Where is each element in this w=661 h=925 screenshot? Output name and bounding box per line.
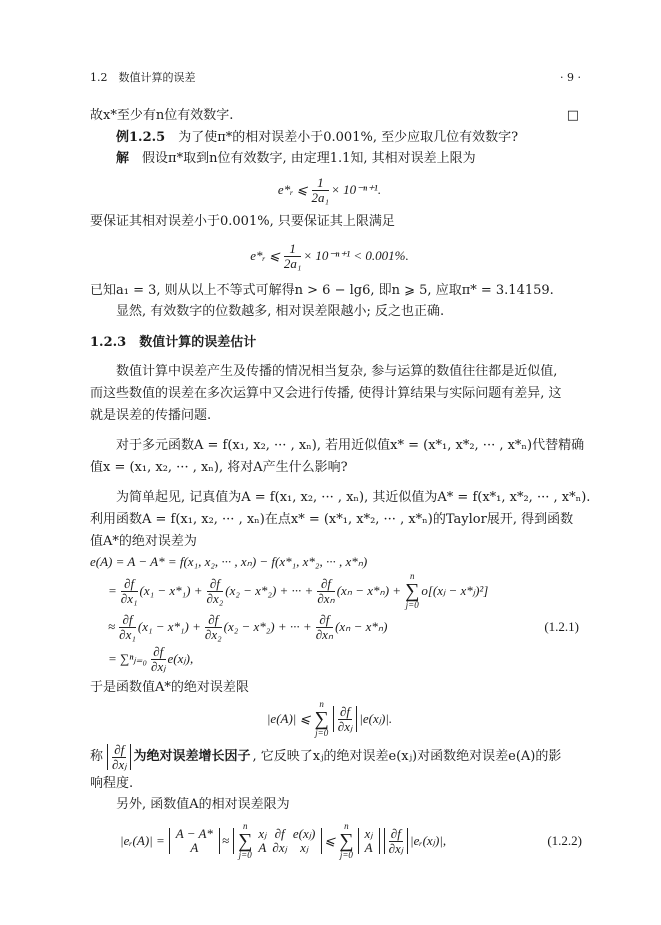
eq-row-1: e(A) = A − A* = f(x₁, x₂, ··· , xₙ) − f(x*₁, x*₂, ··· , x*ₙ) bbox=[90, 554, 368, 569]
para-line: 利用函数A = f(x₁, x₂, ··· , xₙ)在点x* = (x*₁, x*₂, ··· , x*ₙ)的Taylor展开, 得到函数 bbox=[90, 512, 574, 527]
summation bbox=[405, 572, 419, 610]
qed-symbol: □ bbox=[566, 108, 579, 123]
fraction bbox=[121, 577, 138, 606]
fraction bbox=[151, 645, 165, 674]
eq-row-4 bbox=[108, 644, 195, 674]
example-text: 为了使π*的相对误差小于0.001%, 至少应取几位有效数字? bbox=[178, 130, 519, 145]
denominator: 2a₁ bbox=[311, 189, 330, 205]
solution-text: 假设π*取到n位有效数字, 由定理1.1知, 其相对误差上限为 bbox=[142, 151, 476, 166]
denominator: ∂x₁ bbox=[120, 590, 138, 606]
text-line: 故x*至少有n位有效数字. bbox=[90, 108, 234, 123]
le-sign: ⩽ bbox=[324, 833, 336, 848]
fraction bbox=[312, 176, 330, 205]
numerator: 1 bbox=[312, 176, 330, 191]
numerator: A − A* bbox=[175, 826, 213, 841]
numerator: ∂f bbox=[338, 705, 352, 720]
equation-bound bbox=[0, 174, 661, 206]
equation-number: (1.2.2) bbox=[547, 833, 582, 848]
eq-lhs: |e(A)| ⩽ bbox=[266, 711, 311, 726]
summation bbox=[315, 700, 329, 738]
para-line: 值x = (x₁, x₂, ··· , xₙ), 将对A产生什么影响? bbox=[90, 460, 348, 475]
solution-line bbox=[116, 151, 476, 167]
fraction bbox=[207, 577, 224, 606]
sum-upper: n bbox=[319, 699, 324, 709]
sum-inline: = ∑ⁿⱼ₌₀ bbox=[108, 651, 148, 666]
numerator: ∂f bbox=[316, 613, 333, 628]
fraction bbox=[363, 827, 375, 855]
approx-sign: ≈ bbox=[221, 833, 230, 848]
example-label: 例1.2.5 bbox=[116, 130, 166, 145]
numerator: ∂f bbox=[274, 826, 285, 841]
fraction bbox=[338, 705, 352, 734]
numerator: ∂f bbox=[389, 827, 403, 842]
term: (x₂ − x*₂) + ··· + bbox=[223, 619, 312, 634]
solution-label: 解 bbox=[116, 151, 130, 166]
denominator: ∂xⱼ bbox=[337, 718, 353, 734]
summation bbox=[339, 822, 353, 860]
term: o[(xⱼ − x*ⱼ)²] bbox=[421, 583, 489, 598]
term: (x₁ − x*₁) + bbox=[139, 583, 203, 598]
numerator: ∂f bbox=[207, 577, 224, 592]
section-title: 数值计算的误差估计 bbox=[139, 335, 257, 350]
section-number: 1.2.3 bbox=[90, 335, 127, 350]
denominator: ∂xₙ bbox=[317, 590, 335, 606]
eq-rhs: × 10⁻ⁿ⁺¹ < 0.001%. bbox=[303, 248, 409, 263]
equation-bound-2 bbox=[0, 240, 661, 272]
numerator: ∂f bbox=[121, 577, 138, 592]
fraction bbox=[119, 613, 136, 642]
example-line bbox=[116, 130, 518, 146]
para-line: 就是误差的传播问题. bbox=[90, 408, 212, 423]
page-number: · 9 · bbox=[560, 71, 581, 84]
section-heading bbox=[90, 335, 256, 351]
fraction bbox=[316, 613, 333, 642]
denominator: A bbox=[190, 840, 199, 855]
sum-upper: n bbox=[409, 571, 415, 581]
sum-lower: j=0 bbox=[315, 728, 329, 738]
eq-lhs: e*ᵣ ⩽ bbox=[277, 182, 308, 197]
text-line: 于是函数值A*的绝对误差限 bbox=[90, 680, 249, 695]
text-line: 已知a₁ = 3, 则从以上不等式可解得n > 6 − lg6, 即n ⩾ 5, 应取π* = 3.14159. bbox=[90, 283, 554, 298]
eq-lhs: |eᵣ(A)| = bbox=[120, 833, 165, 848]
fraction bbox=[174, 827, 215, 855]
eq-sign: = bbox=[108, 583, 117, 598]
term-bold: 为绝对误差增长因子 bbox=[133, 749, 251, 764]
text-line: 要保证其相对误差小于0.001%, 只要保证其上限满足 bbox=[90, 214, 395, 229]
eq-lhs: e*ᵣ ⩽ bbox=[250, 248, 280, 263]
numerator: ∂f bbox=[151, 645, 165, 660]
term: (xₙ − x*ₙ) bbox=[335, 619, 388, 634]
term: (x₁ − x*₁) + bbox=[137, 619, 201, 634]
fraction bbox=[112, 743, 126, 772]
text-line: 另外, 函数值A的相对误差限为 bbox=[116, 797, 290, 812]
sum-sign: ∑ bbox=[405, 580, 420, 602]
para-line: 值A*的绝对误差为 bbox=[90, 534, 197, 549]
equation-number: (1.2.1) bbox=[544, 619, 579, 634]
sum-lower: j=0 bbox=[405, 600, 419, 610]
denominator: ∂xₙ bbox=[315, 626, 334, 642]
term: (x₂ − x*₂) + ··· + bbox=[225, 583, 314, 598]
equation-1-2-2 bbox=[120, 822, 448, 860]
denominator: ∂xⱼ bbox=[272, 840, 287, 855]
equation-1-2-2-block bbox=[90, 822, 582, 860]
eq-rhs: × 10⁻ⁿ⁺¹. bbox=[331, 182, 382, 197]
para-line: 而这些数值的误差在多次运算中又会进行传播, 使得计算结果与实际问题有差异, 这 bbox=[90, 386, 562, 401]
sum-lower: j=0 bbox=[339, 850, 353, 860]
sum-sign: ∑ bbox=[339, 830, 354, 852]
fraction bbox=[291, 827, 317, 855]
eq-rhs: |e(xⱼ)|. bbox=[359, 711, 393, 726]
para-line: 对于多元函数A = f(x₁, x₂, ··· , xₙ), 若用近似值x* = (x*₁, x*₂, ··· , x*ₙ)代替精确 bbox=[116, 438, 585, 453]
denominator: ∂xⱼ bbox=[112, 756, 127, 772]
sum-sign: ∑ bbox=[314, 708, 329, 730]
sum-sign: ∑ bbox=[238, 830, 253, 852]
numerator: ∂f bbox=[112, 743, 126, 758]
numerator: ∂f bbox=[205, 613, 222, 628]
numerator: xⱼ bbox=[364, 826, 373, 841]
fraction bbox=[389, 827, 403, 856]
denominator: A bbox=[364, 840, 373, 855]
numerator: e(xⱼ) bbox=[292, 826, 316, 841]
eq-row-3 bbox=[108, 612, 389, 642]
para-line: 为简单起见, 记真值为A = f(x₁, x₂, ··· , xₙ), 其近似值为A* = f(x*₁, x*₂, ··· , x*ₙ). bbox=[116, 490, 591, 505]
text-line: 响程度. bbox=[90, 776, 134, 791]
denominator: ∂x₂ bbox=[204, 626, 222, 642]
denominator: A bbox=[258, 840, 267, 855]
eq-row-2 bbox=[108, 572, 490, 610]
numerator: xⱼ bbox=[258, 826, 267, 841]
denominator: ∂xⱼ bbox=[388, 840, 404, 856]
equation-abs-bound bbox=[0, 700, 661, 738]
denominator: ∂x₂ bbox=[206, 590, 224, 606]
approx-sign: ≈ bbox=[108, 619, 116, 634]
para-line: 数值计算中误差产生及传播的情况相当复杂, 参与运算的数值往往都是近似值, bbox=[116, 364, 558, 379]
text-line bbox=[90, 742, 563, 772]
fraction bbox=[317, 577, 334, 606]
numerator: ∂f bbox=[119, 613, 136, 628]
term: e(xⱼ), bbox=[167, 651, 194, 666]
text-line: 显然, 有效数字的位数越多, 相对误差限越小; 反之也正确. bbox=[116, 304, 445, 319]
numerator: 1 bbox=[284, 242, 302, 257]
denominator: ∂x₁ bbox=[119, 626, 136, 642]
running-header: 1.2 数值计算的误差 bbox=[90, 71, 196, 84]
fraction bbox=[256, 827, 268, 855]
eq-rhs: |eᵣ(xⱼ)|, bbox=[410, 833, 447, 848]
sum-upper: n bbox=[344, 821, 349, 831]
numerator: ∂f bbox=[317, 577, 334, 592]
fraction bbox=[205, 613, 222, 642]
text: 称 bbox=[90, 749, 104, 764]
term: (xₙ − x*ₙ) + bbox=[336, 583, 402, 598]
sum-lower: j=0 bbox=[238, 850, 252, 860]
sum-upper: n bbox=[242, 821, 248, 831]
fraction bbox=[272, 827, 286, 855]
denominator: ∂xⱼ bbox=[151, 658, 166, 674]
fraction bbox=[284, 242, 302, 271]
summation bbox=[238, 822, 252, 860]
denominator: 2a₁ bbox=[283, 255, 302, 271]
denominator: xⱼ bbox=[300, 840, 309, 855]
text: , 它反映了xⱼ的绝对误差e(xⱼ)对函数绝对误差e(A)的影 bbox=[252, 749, 562, 764]
